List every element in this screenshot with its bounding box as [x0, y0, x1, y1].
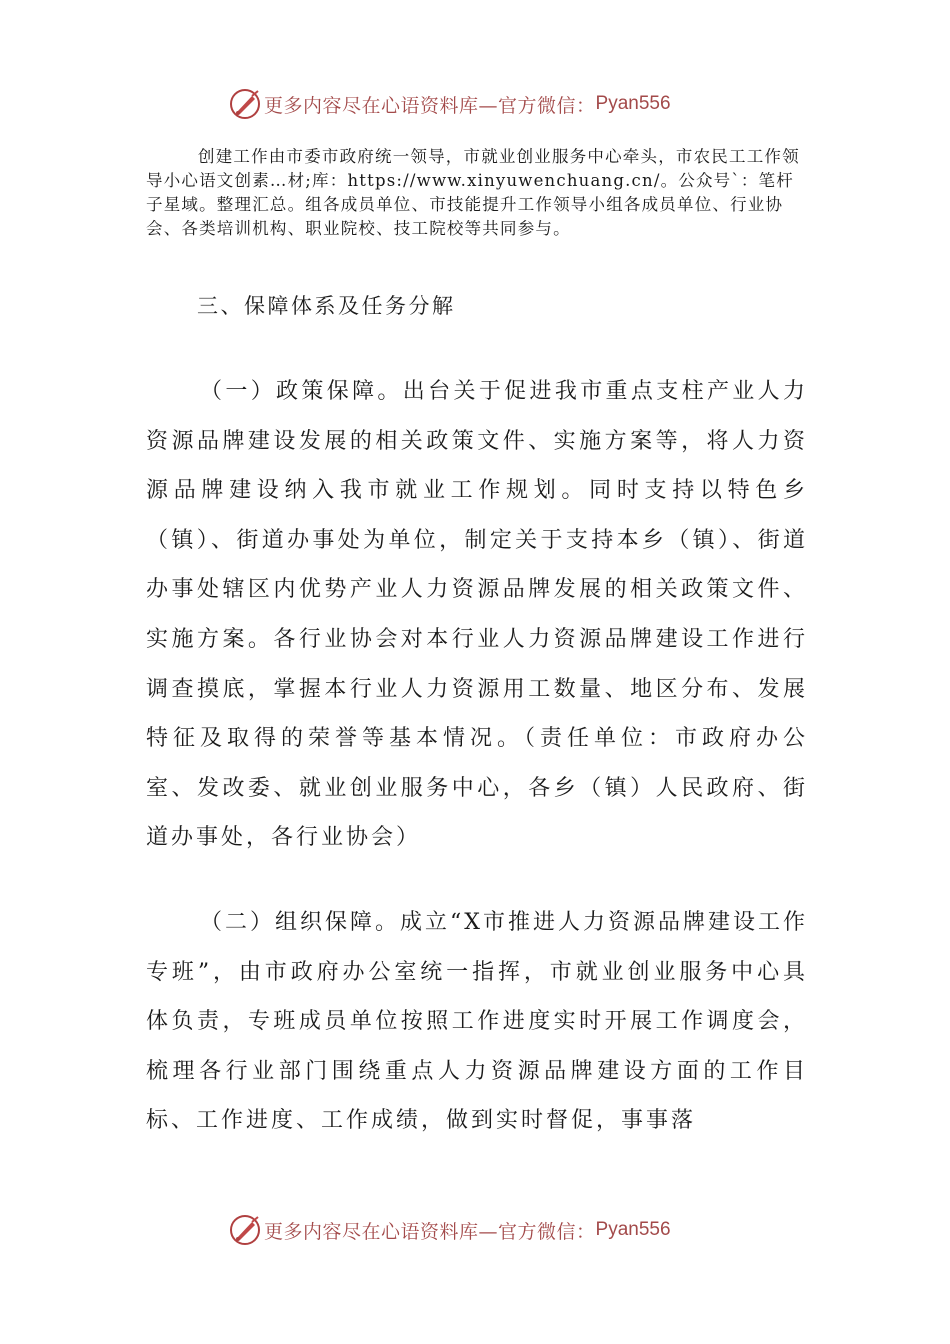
paragraph-organization-guarantee: （二）组织保障。成立“X市推进人力资源品牌建设工作专班”，由市政府办公室统一指挥，市就业创业服务中心具体负责，专班成员单位按照工作进度实时开展工作调度会，梳理各行业部门围绕重点人力资源品牌建设方面的工作目标、工作进度、工作成绩，做到实时督促，事事落: [146, 910, 808, 1134]
paragraph-policy-guarantee: （一）政策保障。出台关于促进我市重点支柱产业人力资源品牌建设发展的相关政策文件、实施方案等，将人力资源品牌建设纳入我市就业工作规划。同时支持以特色乡（镇）、街道办事处为单位，制定关于支持本乡（镇）、街道办事处辖区内优势产业人力资源品牌发展的相关政策文件、实施方案。各行业协会对本行业人力资源品牌建设工作进行调查摸底，掌握本行业人力资源用工数量、地区分布、发展特征及取得的荣誉等基本情况。（责任单位：市政府办公室、发改委、就业创业服务中心，各乡（镇）人民政府、街道办事处，各行业协会）: [146, 379, 808, 851]
watermark-wechat-id: Pyan556: [595, 93, 671, 114]
watermark-text: 更多内容尽在心语资料库—官方微信：: [264, 1220, 596, 1243]
quill-logo-icon: [228, 87, 262, 121]
quill-logo-icon: [228, 1213, 262, 1247]
intro-paragraph: 创建工作由市委市政府统一领导，市就业创业服务中心牵头，市农民工工作领导小心语文创素…材;库：https://www.xinyuwenchuang.cn/。公众号`：笔杆子星域。整理汇总。组各成员单位、市技能提升工作领导小组各成员单位、行业协会、各类培训机构、职业院校、技工院校等共同参与。: [146, 147, 800, 238]
section-heading: 三、保障体系及任务分解: [197, 294, 456, 318]
watermark-wechat-id: Pyan556: [595, 1219, 671, 1240]
watermark-footer: [228, 1210, 748, 1250]
watermark-header: [228, 84, 748, 124]
watermark-text: 更多内容尽在心语资料库—官方微信：: [264, 94, 596, 117]
